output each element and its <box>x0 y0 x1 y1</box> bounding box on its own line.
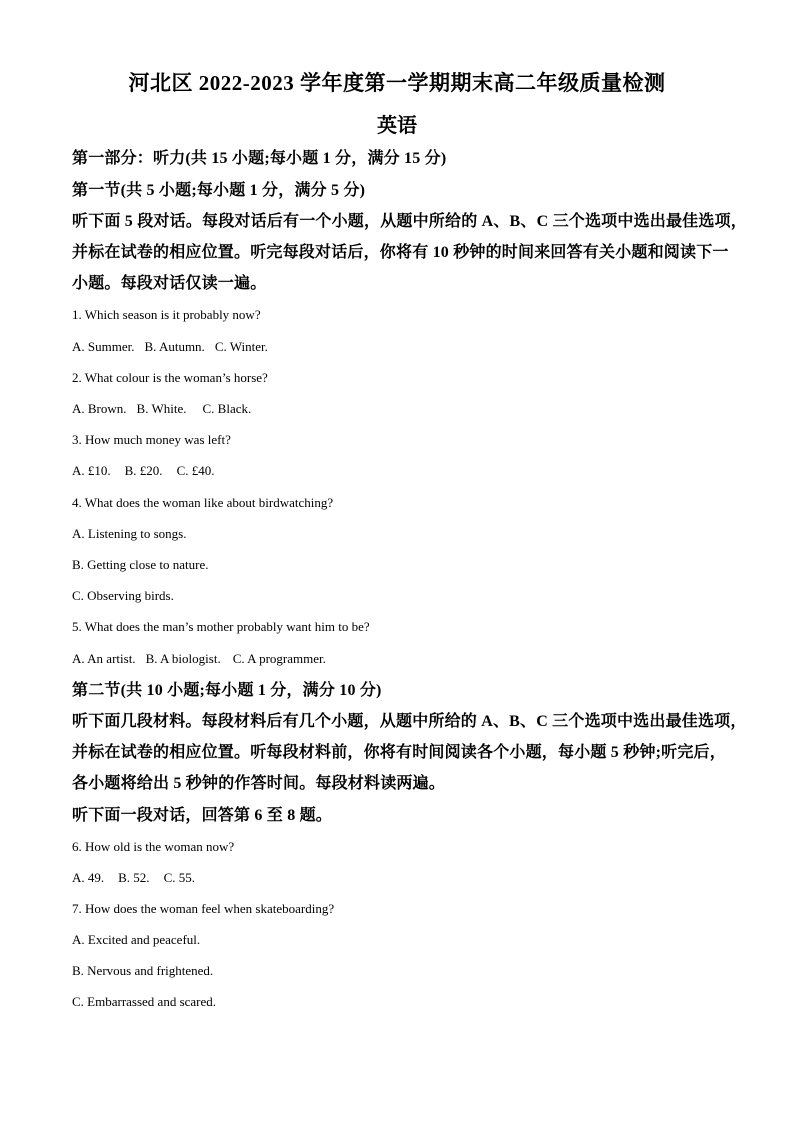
option-c[interactable]: C. Black. <box>202 401 252 416</box>
option-a[interactable]: A. Brown. <box>72 401 127 416</box>
page-title: 河北区 2022-2023 学年度第一学期期末高二年级质量检测 <box>128 71 666 95</box>
option-b[interactable]: B. £20. <box>124 463 163 478</box>
option-a[interactable]: A. Summer. <box>72 339 135 354</box>
question-stem: 4. What does the woman like about birdwatching? <box>72 495 334 510</box>
option-b[interactable]: B. A biologist. <box>145 651 221 666</box>
question-options <box>72 338 278 356</box>
question-options <box>72 400 261 418</box>
option-c[interactable]: C. £40. <box>176 463 215 478</box>
option-b[interactable]: B. Nervous and frightened. <box>72 963 214 978</box>
question-options <box>72 869 205 887</box>
section2-instruction-line: 各小题将给出 5 秒钟的作答时间。每段材料读两遍。 <box>72 775 446 792</box>
option-b[interactable]: B. White. <box>136 401 187 416</box>
option-c[interactable]: C. Observing birds. <box>72 588 174 603</box>
question-stem: 5. What does the man’s mother probably want him to be? <box>72 619 370 634</box>
section1-instruction-line: 并标在试卷的相应位置。听完每段对话后，你将有 10 秒钟的时间来回答有关小题和阅读下一 <box>72 244 729 261</box>
section1-instruction-line: 小题。每段对话仅读一遍。 <box>72 275 267 292</box>
question-stem: 6. How old is the woman now? <box>72 839 235 854</box>
option-a[interactable]: A. Listening to songs. <box>72 526 187 541</box>
section2-instruction-line: 听下面几段材料。每段材料后有几个小题，从题中所给的 A、B、C 三个选项中选出最佳选项， <box>72 713 747 730</box>
section2-instruction-line: 并标在试卷的相应位置。听每段材料前，你将有时间阅读各个小题，每小题 5 秒钟;听完后， <box>72 744 726 761</box>
part1-heading: 第一部分：听力(共 15 小题;每小题 1 分，满分 15 分) <box>72 150 447 167</box>
question-options <box>72 650 336 668</box>
group-note: 听下面一段对话，回答第 6 至 8 题。 <box>72 807 333 824</box>
question-stem: 3. How much money was left? <box>72 432 231 447</box>
subject-title: 英语 <box>377 115 417 137</box>
option-b[interactable]: B. 52. <box>118 870 150 885</box>
option-a[interactable]: A. Excited and peaceful. <box>72 932 201 947</box>
question-stem: 2. What colour is the woman’s horse? <box>72 370 268 385</box>
option-c[interactable]: C. Winter. <box>214 339 268 354</box>
question-stem: 1. Which season is it probably now? <box>72 307 261 322</box>
option-b[interactable]: B. Getting close to nature. <box>72 557 209 572</box>
option-a[interactable]: A. £10. <box>72 463 111 478</box>
option-a[interactable]: A. 49. <box>72 870 105 885</box>
option-c[interactable]: C. Embarrassed and scared. <box>72 994 217 1009</box>
option-a[interactable]: A. An artist. <box>72 651 136 666</box>
question-stem: 7. How does the woman feel when skateboarding? <box>72 901 335 916</box>
section2-heading: 第二节(共 10 小题;每小题 1 分，满分 10 分) <box>72 682 382 699</box>
option-c[interactable]: C. A programmer. <box>232 651 326 666</box>
section1-heading: 第一节(共 5 小题;每小题 1 分，满分 5 分) <box>72 182 366 199</box>
question-options <box>72 462 224 480</box>
option-c[interactable]: C. 55. <box>163 870 195 885</box>
option-b[interactable]: B. Autumn. <box>144 339 205 354</box>
section1-instruction-line: 听下面 5 段对话。每段对话后有一个小题，从题中所给的 A、B、C 三个选项中选出最佳选项， <box>72 213 747 230</box>
